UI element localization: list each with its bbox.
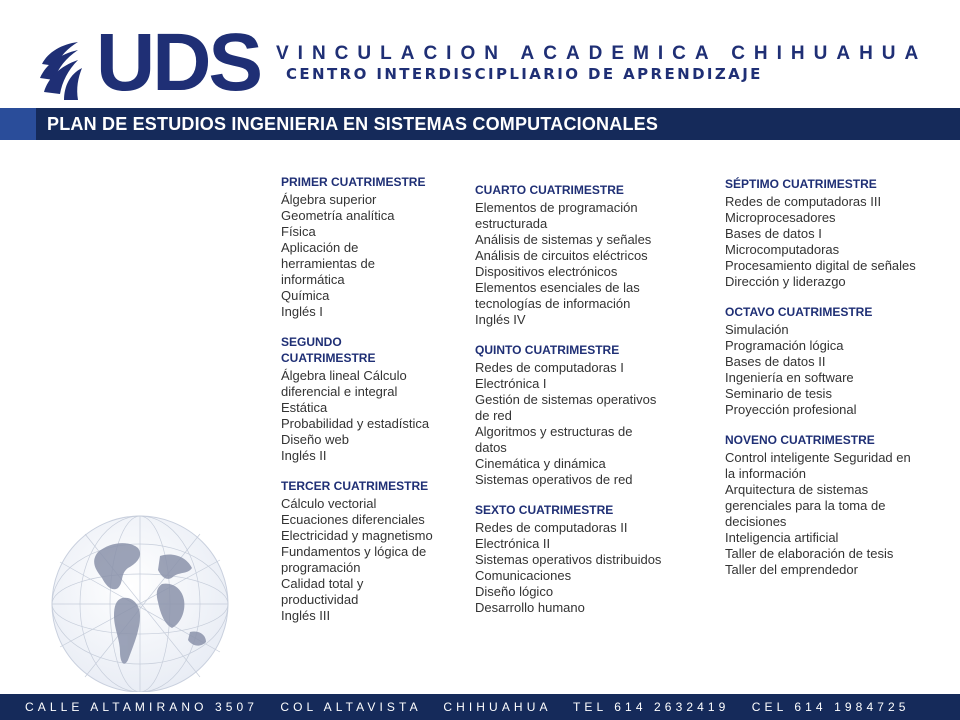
course-item: Comunicaciones: [475, 568, 572, 583]
course-item: Física: [281, 224, 316, 239]
course-item: Microcomputadoras: [725, 242, 840, 257]
course-item: Procesamiento digital de señales: [725, 258, 916, 273]
course-item: Dispositivos electrónicos: [475, 264, 618, 279]
course-item: Inglés III: [281, 608, 331, 623]
semester-heading: QUINTO CUATRIMESTRE: [475, 343, 620, 357]
course-item: Electrónica II: [475, 536, 551, 551]
course-item: Cinemática y dinámica: [475, 456, 606, 471]
semester-heading: OCTAVO CUATRIMESTRE: [725, 305, 873, 319]
semester-block: [725, 304, 923, 418]
semester-block: [475, 182, 665, 328]
column-2: [475, 182, 665, 630]
course-item: Álgebra superior: [281, 192, 377, 207]
course-item: Álgebra lineal Cálculo diferencial e integral: [281, 368, 407, 399]
semester-block: [725, 432, 923, 578]
course-item: Geometría analítica: [281, 208, 395, 223]
title-banner: [0, 108, 960, 140]
footer-contact: CALLE ALTAMIRANO 3507 COL ALTAVISTA CHIHUAHUA TEL 614 2632419 CEL 614 1984725: [25, 700, 910, 714]
logo-text: UDS: [96, 17, 261, 108]
course-item: Dirección y liderazgo: [725, 274, 846, 289]
course-item: Redes de computadoras II: [475, 520, 628, 535]
course-item: Electricidad y magnetismo: [281, 528, 433, 543]
course-item: Gestión de sistemas operativos de red: [475, 392, 657, 423]
course-item: Bases de datos I: [725, 226, 822, 241]
course-item: Calidad total y productividad: [281, 576, 364, 607]
course-item: Inglés II: [281, 448, 327, 463]
uds-logo: [38, 17, 261, 108]
course-item: Electrónica I: [475, 376, 547, 391]
semester-block: [725, 176, 923, 290]
semester-block: [281, 478, 437, 624]
semester-heading: SÉPTIMO CUATRIMESTRE: [725, 177, 877, 191]
banner-title: PLAN DE ESTUDIOS INGENIERIA EN SISTEMAS COMPUTACIONALES: [47, 114, 659, 134]
course-item: Aplicación de herramientas de informática: [281, 240, 375, 287]
course-item: Microprocesadores: [725, 210, 836, 225]
course-item: Ecuaciones diferenciales: [281, 512, 425, 527]
header-title: VINCULACION ACADEMICA CHIHUAHUA: [276, 43, 928, 64]
column-3: [725, 176, 923, 592]
course-item: Inteligencia artificial: [725, 530, 839, 545]
semester-heading: PRIMER CUATRIMESTRE: [281, 175, 426, 189]
course-item: Taller del emprendedor: [725, 562, 858, 577]
semester-block: [281, 334, 437, 464]
course-item: Fundamentos y lógica de programación: [281, 544, 427, 575]
globe-icon: [40, 512, 240, 692]
course-item: Algoritmos y estructuras de datos: [475, 424, 633, 455]
course-item: Estática: [281, 400, 328, 415]
semester-heading: SEGUNDO CUATRIMESTRE: [281, 335, 376, 365]
course-item: Taller de elaboración de tesis: [725, 546, 894, 561]
header-subtitle: CENTRO INTERDISCIPLIARIO DE APRENDIZAJE: [286, 65, 763, 83]
footer-bar: [0, 694, 960, 720]
course-item: Diseño web: [281, 432, 349, 447]
semester-heading: NOVENO CUATRIMESTRE: [725, 433, 875, 447]
course-item: Desarrollo humano: [475, 600, 585, 615]
course-item: Arquitectura de sistemas gerenciales para la toma de decisiones: [725, 482, 886, 529]
banner-accent: [0, 108, 36, 140]
course-item: Seminario de tesis: [725, 386, 832, 401]
course-item: Cálculo vectorial: [281, 496, 377, 511]
course-item: Análisis de circuitos eléctricos: [475, 248, 648, 263]
course-item: Elementos de programación estructurada: [475, 200, 638, 231]
wing-icon: [38, 38, 94, 102]
course-item: Inglés IV: [475, 312, 526, 327]
course-item: Probabilidad y estadística: [281, 416, 430, 431]
course-item: Bases de datos II: [725, 354, 826, 369]
semester-heading: CUARTO CUATRIMESTRE: [475, 183, 624, 197]
course-item: Redes de computadoras III: [725, 194, 882, 209]
column-1: [281, 174, 437, 638]
course-item: Programación lógica: [725, 338, 844, 353]
course-item: Redes de computadoras I: [475, 360, 624, 375]
course-item: Proyección profesional: [725, 402, 857, 417]
course-item: Elementos esenciales de las tecnologías de información: [475, 280, 640, 311]
course-item: Sistemas operativos distribuidos: [475, 552, 662, 567]
course-item: Inglés I: [281, 304, 323, 319]
semester-block: [475, 342, 665, 488]
course-item: Simulación: [725, 322, 789, 337]
course-item: Análisis de sistemas y señales: [475, 232, 652, 247]
course-item: Ingeniería en software: [725, 370, 854, 385]
course-item: Química: [281, 288, 330, 303]
course-item: Sistemas operativos de red: [475, 472, 633, 487]
semester-block: [281, 174, 437, 320]
course-item: Diseño lógico: [475, 584, 554, 599]
course-item: Control inteligente Seguridad en la información: [725, 450, 911, 481]
semester-heading: SEXTO CUATRIMESTRE: [475, 503, 614, 517]
semester-heading: TERCER CUATRIMESTRE: [281, 479, 429, 493]
semester-block: [475, 502, 665, 616]
